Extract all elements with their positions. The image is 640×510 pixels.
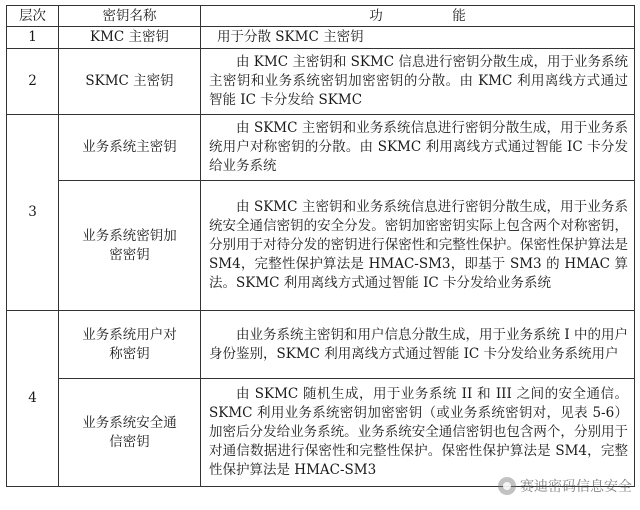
key-hierarchy-table	[6, 5, 635, 487]
header-key-name: 密钥名称	[59, 6, 201, 27]
level-cell: 4	[7, 311, 59, 487]
key-name-cell: 业务系统密钥加密密钥	[59, 181, 201, 311]
level-cell: 2	[7, 49, 59, 115]
key-name-cell: 业务系统用户对称密钥	[59, 311, 201, 379]
header-row	[7, 6, 635, 27]
table-row	[7, 49, 635, 115]
header-level: 层次	[7, 6, 59, 27]
key-name-cell: 业务系统主密钥	[59, 115, 201, 181]
key-name-cell: SKMC 主密钥	[59, 49, 201, 115]
function-cell: 由业务系统主密钥和用户信息分散生成，用于业务系统 I 中的用户身份鉴别，SKMC 利用离线方式通过智能 IC 卡分发给业务系统用户	[201, 311, 635, 379]
watermark-text: 赛迪密码信息安全	[520, 479, 632, 495]
function-cell: 用于分散 SKMC 主密钥	[201, 27, 635, 49]
function-cell: 由 SKMC 主密钥和业务系统信息进行密钥分散生成，用于业务系统安全通信密钥的安全分发。密钥加密密钥实际上包含两个对称密钥，分别用于对待分发的密钥进行保密性和完整性保护。保密性保护算法是 SM4，完整性保护算法是 HMAC-SM3，即基于 SM3 的 HMAC 算法。SKMC 利用离线方式通过智能 IC 卡分发给业务系统	[201, 181, 635, 311]
function-cell: 由 SKMC 主密钥和业务系统信息进行密钥分散生成，用于业务系统用户对称密钥的分散。由 SKMC 利用离线方式通过智能 IC 卡分发给业务系统	[201, 115, 635, 181]
watermark	[498, 476, 632, 496]
table-row	[7, 27, 635, 49]
function-cell: 由 KMC 主密钥和 SKMC 信息进行密钥分散生成，用于业务系统主密钥和业务系统密钥加密密钥的分散。由 KMC 利用离线方式通过智能 IC 卡分发给 SKMC	[201, 49, 635, 115]
table-row	[7, 311, 635, 379]
table-row	[7, 115, 635, 181]
key-name-cell: 业务系统安全通信密钥	[59, 379, 201, 487]
level-cell: 3	[7, 115, 59, 311]
wechat-icon	[498, 477, 516, 495]
table-row	[7, 379, 635, 487]
table-row	[7, 181, 635, 311]
level-cell: 1	[7, 27, 59, 49]
function-cell: 由 SKMC 随机生成，用于业务系统 II 和 III 之间的安全通信。SKMC 利用业务系统密钥加密密钥（或业务系统密钥对，见表 5-6）加密后分发给业务系统。业务系统安全通信密钥也包含两个，分别用于对通信数据进行保密性和完整性保护。保密性保护算法是 SM4，完整性保护算法是 HMAC-SM3	[201, 379, 635, 487]
header-function: 功 能	[201, 6, 635, 27]
key-name-cell: KMC 主密钥	[59, 27, 201, 49]
